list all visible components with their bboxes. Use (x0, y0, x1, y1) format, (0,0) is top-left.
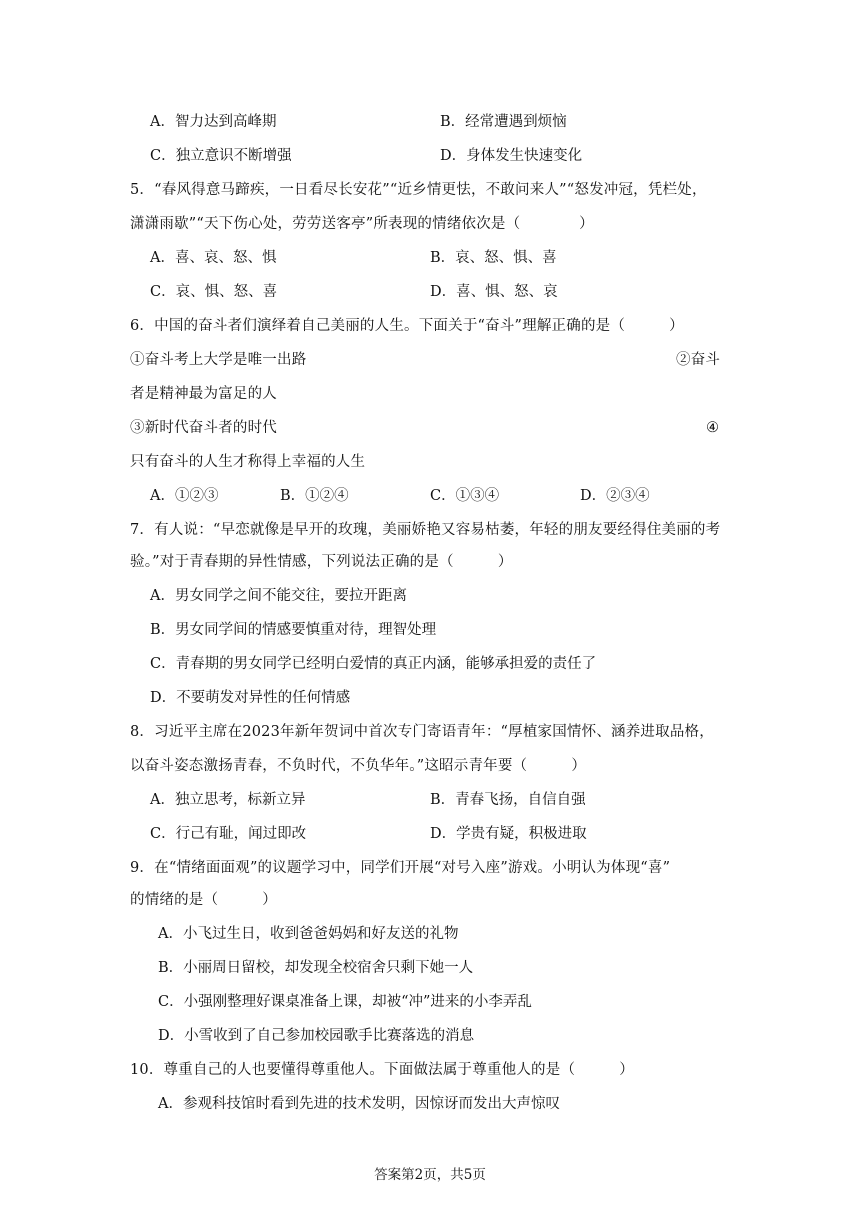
q6-item-2-part2: 者是精神最为富足的人 (130, 386, 277, 402)
q7-stem-line2: 验。”对于青春期的异性情感，下列说法正确的是（ ） (130, 554, 513, 570)
q7-option-c: C．青春期的男女同学已经明白爱情的真正内涵，能够承担爱的责任了 (150, 656, 597, 672)
q9-option-a: A．小飞过生日，收到爸爸妈妈和好友送的礼物 (158, 926, 459, 942)
q6-option-c: C．①③④ (430, 488, 500, 504)
q8-option-b: B．青春飞扬，自信自强 (430, 792, 586, 808)
q4-option-a: A．智力达到高峰期 (150, 114, 277, 130)
q4-option-c: C．独立意识不断增强 (150, 148, 292, 164)
q5-stem-line1: 5．“春风得意马蹄疾，一日看尽长安花”“近乡情更怯，不敢问来人”“怒发冲冠，凭栏处， (130, 182, 707, 198)
q8-option-c: C．行己有耻，闻过即改 (150, 826, 307, 842)
q6-option-a: A．①②③ (150, 488, 219, 504)
q8-stem-line1: 8．习近平主席在2023年新年贺词中首次专门寄语青年：“厚植家国情怀、涵养进取品格， (130, 724, 714, 740)
q9-option-b: B．小丽周日留校，却发现全校宿舍只剩下她一人 (158, 960, 474, 976)
q6-stem: 6．中国的奋斗者们演绎着自己美丽的人生。下面关于“奋斗”理解正确的是（ ） (130, 318, 684, 334)
q8-stem-line2: 以奋斗姿态激扬青春，不负时代，不负华年。”这昭示青年要（ ） (130, 758, 587, 774)
q6-option-b: B．①②④ (280, 488, 349, 504)
q4-option-d: D．身体发生快速变化 (440, 148, 583, 164)
q7-stem-line1: 7．有人说：“早恋就像是早开的玫瑰，美丽娇艳又容易枯萎，年轻的朋友要经得住美丽的考 (130, 522, 721, 538)
q7-option-d: D．不要萌发对异性的任何情感 (150, 690, 351, 706)
q9-option-c: C．小强刚整理好课桌准备上课，却被“冲”进来的小李弄乱 (158, 994, 532, 1010)
q6-option-d: D．②③④ (580, 488, 650, 504)
q6-item-4-part1: ④ (706, 420, 720, 436)
q6-item-3: ③新时代奋斗者的时代 (130, 420, 277, 436)
q6-item-4-part2: 只有奋斗的人生才称得上幸福的人生 (130, 454, 366, 470)
q5-option-b: B．哀、怒、惧、喜 (430, 250, 557, 266)
q4-option-b: B．经常遭遇到烦恼 (440, 114, 567, 130)
q9-option-d: D．小雪收到了自己参加校园歌手比赛落选的消息 (158, 1028, 475, 1044)
q8-option-d: D．学贵有疑，积极进取 (430, 826, 587, 842)
q7-option-a: A．男女同学之间不能交往，要拉开距离 (150, 588, 407, 604)
q10-option-a: A．参观科技馆时看到先进的技术发明，因惊讶而发出大声惊叹 (158, 1096, 560, 1112)
q8-option-a: A．独立思考，标新立异 (150, 792, 306, 808)
q5-option-d: D．喜、惧、怒、哀 (430, 284, 558, 300)
q7-option-b: B．男女同学间的情感要慎重对待，理智处理 (150, 622, 437, 638)
q10-stem: 10．尊重自己的人也要懂得尊重他人。下面做法属于尊重他人的是（ ） (130, 1062, 634, 1078)
q5-option-c: C．哀、惧、怒、喜 (150, 284, 278, 300)
q9-stem-line2: 的情绪的是（ ） (130, 892, 277, 908)
q6-item-1: ①奋斗考上大学是唯一出路 (130, 352, 307, 368)
q5-stem-line2: 潇潇雨歇”“天下伤心处，劳劳送客亭”所表现的情绪依次是（ ） (130, 216, 594, 232)
q6-item-2-part1: ②奋斗 (676, 352, 721, 368)
page-footer: 答案第2页，共5页 (374, 1167, 486, 1183)
q9-stem-line1: 9．在“情绪面面观”的议题学习中，同学们开展“对号入座”游戏。小明认为体现“喜” (130, 860, 671, 876)
q5-option-a: A．喜、哀、怒、惧 (150, 250, 277, 266)
